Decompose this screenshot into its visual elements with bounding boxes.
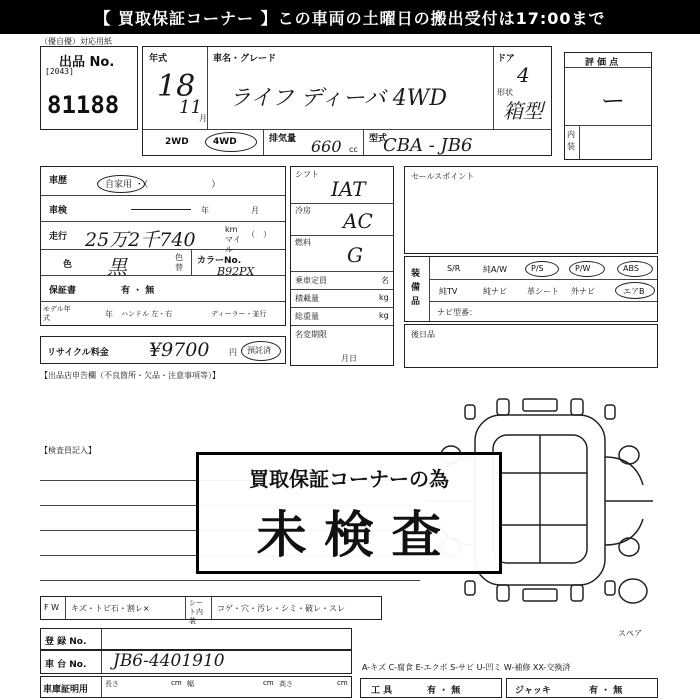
drive-4wd: 4WD: [213, 137, 237, 147]
fw-legend-box: [40, 596, 382, 625]
jack-value: 有 ・ 無: [589, 686, 623, 696]
ac-value: AC: [343, 209, 373, 233]
recycle-box: [40, 336, 286, 364]
inspection-label: 車検: [49, 206, 68, 216]
displacement-label: 排気量: [269, 134, 297, 144]
namechange-label: 名変期限: [295, 330, 327, 339]
model-value: CBA - JB6: [383, 135, 473, 156]
interior-label: 内装: [567, 130, 575, 151]
cert-label: 車庫証明用: [43, 685, 89, 695]
modelyear-label: モデル年式: [43, 305, 71, 322]
banner: 【 買取保証コーナー 】この車両の土曜日の搬出受付は17:00まで: [0, 0, 700, 34]
form-top-label: （優自優）対応用紙: [40, 37, 112, 46]
lot-label: 出品 No.: [59, 55, 115, 70]
load-unit: kg: [379, 293, 389, 302]
displacement-value: 660: [311, 137, 342, 156]
rating-label: 評 価 点: [585, 58, 619, 68]
name-label: 車名・グレード: [213, 54, 277, 64]
year-value: 18: [157, 69, 196, 104]
cert-length: 長さ: [105, 680, 119, 688]
equipment-label: 装備品: [411, 269, 421, 307]
recycle-value: ¥9700: [149, 339, 210, 361]
capacity-label: 乗車定員: [295, 276, 327, 285]
equip-aw: 純A/W: [483, 265, 508, 274]
warranty-value: 有 ・ 無: [121, 286, 155, 296]
capacity-unit: 名: [381, 276, 389, 285]
year-label: 年式: [149, 54, 168, 64]
gross-unit: kg: [379, 311, 389, 320]
sales-box: [404, 166, 658, 254]
model-label: 型式: [369, 134, 388, 144]
spare-label: スペア: [618, 629, 642, 638]
seat-label: シート内装: [189, 599, 203, 625]
lot-box: [40, 46, 138, 130]
lot-code: [2043]: [45, 67, 74, 76]
cert-cm2: cm: [263, 679, 274, 687]
drive-2wd: 2WD: [165, 137, 189, 147]
equip-extnavi: 外ナビ: [571, 287, 595, 296]
chassis-box: [40, 650, 352, 674]
equip-ps: P/S: [531, 264, 544, 273]
year-month-unit: 月: [199, 114, 207, 123]
lot-number: 81188: [47, 91, 120, 119]
mid-fields-box: [290, 166, 394, 366]
cert-height: 高さ: [279, 680, 293, 688]
inspection-month: 月: [251, 206, 259, 215]
dealer-label: ディーラー・並行: [211, 310, 267, 318]
damage-codes: A-キズ C-腐食 E-エクボ S-サビ U-凹ミ W-補修 XX-交換済: [362, 663, 571, 672]
sales-label: セールスポイント: [411, 172, 475, 181]
equip-sr: S/R: [447, 264, 461, 273]
cert-cm1: cm: [171, 679, 182, 687]
stamp-line1: 買取保証コーナーの為: [249, 467, 449, 491]
seller-note: 【出品店申告欄（不良箇所・欠品・注意事項等）】: [40, 371, 220, 380]
color-label: 色: [63, 260, 73, 270]
mileage-units: km マイル: [225, 225, 241, 254]
inspector-note: 【検査員記入】: [40, 446, 96, 455]
equip-leather: 革シート: [527, 287, 559, 296]
tools-box: [360, 678, 502, 698]
mileage-label: 走行: [49, 232, 68, 242]
equip-tv: 純TV: [439, 287, 458, 296]
shift-label: シフト: [295, 170, 319, 179]
tools-label: 工 具: [371, 686, 393, 696]
color-change: 色替: [175, 253, 183, 272]
modelyear-year: 年: [105, 310, 113, 319]
ac-label: 冷房: [295, 206, 311, 215]
name-value: ライフ ディーバ 4WD: [229, 86, 448, 111]
registration-label: 登 録 No.: [45, 637, 87, 647]
shift-value: IAT: [331, 177, 366, 201]
load-label: 積載量: [295, 294, 319, 303]
vehicle-header-box: [142, 46, 552, 156]
left-fields-box: [40, 166, 286, 326]
equip-pw: P/W: [575, 264, 591, 273]
jack-box: [506, 678, 658, 698]
doors-value: 4: [517, 63, 530, 87]
cert-width: 幅: [187, 680, 194, 688]
cert-box: [40, 676, 352, 698]
colorno-value: B92PX: [217, 265, 255, 278]
warranty-label: 保証書: [49, 286, 77, 296]
doors-label: ドア: [497, 54, 515, 64]
post-label: 後日品: [411, 330, 435, 339]
tools-value: 有 ・ 無: [427, 686, 461, 696]
equip-abs: ABS: [623, 264, 639, 273]
inspection-year: 年: [201, 206, 209, 215]
namechange-unit: 月日: [341, 354, 357, 363]
rating-value: ー: [601, 87, 625, 115]
fw-label: F W: [44, 603, 60, 612]
equipment-box: [404, 256, 658, 322]
equip-navi: 純ナビ: [483, 287, 507, 296]
color-value: 黒: [107, 255, 127, 279]
cert-cm3: cm: [337, 679, 348, 687]
mileage-value: 25万2千740: [85, 229, 196, 251]
fw-text: キズ・トビ石・割レ×: [71, 604, 150, 613]
history-value: 自家用 ・（ ）: [105, 180, 221, 190]
recycle-unit: 円: [229, 348, 237, 357]
chassis-label: 車 台 No.: [45, 660, 87, 670]
jack-label: ジャッキ: [515, 686, 551, 696]
recycle-label: リサイクル料金: [47, 348, 109, 358]
equip-airbag: エアB: [623, 287, 645, 296]
colorno-label: カラーNo.: [197, 256, 242, 266]
recycle-status: 預託済: [247, 346, 271, 355]
registration-box: [40, 628, 352, 650]
post-box: [404, 324, 658, 368]
seat-text: コゲ・穴・汚レ・シミ・破レ・スレ: [217, 604, 345, 613]
year-month: 11: [179, 97, 202, 118]
stamp-line2: 未 検 査: [256, 506, 442, 564]
fuel-label: 燃料: [295, 238, 311, 247]
mileage-paren: （ ）: [247, 230, 271, 239]
handle-label: ハンドル 左・右: [121, 310, 173, 318]
fuel-value: G: [347, 243, 363, 267]
chassis-value: JB6-4401910: [113, 651, 225, 671]
displacement-cc: cc: [349, 145, 358, 154]
gross-label: 総重量: [295, 312, 319, 321]
rating-box: [564, 52, 652, 160]
body-label: 形状: [497, 88, 513, 97]
navi-label: ナビ型番：: [437, 308, 477, 317]
history-label: 車歴: [49, 176, 68, 186]
body-value: 箱型: [503, 99, 543, 123]
not-inspected-stamp: [196, 452, 502, 574]
